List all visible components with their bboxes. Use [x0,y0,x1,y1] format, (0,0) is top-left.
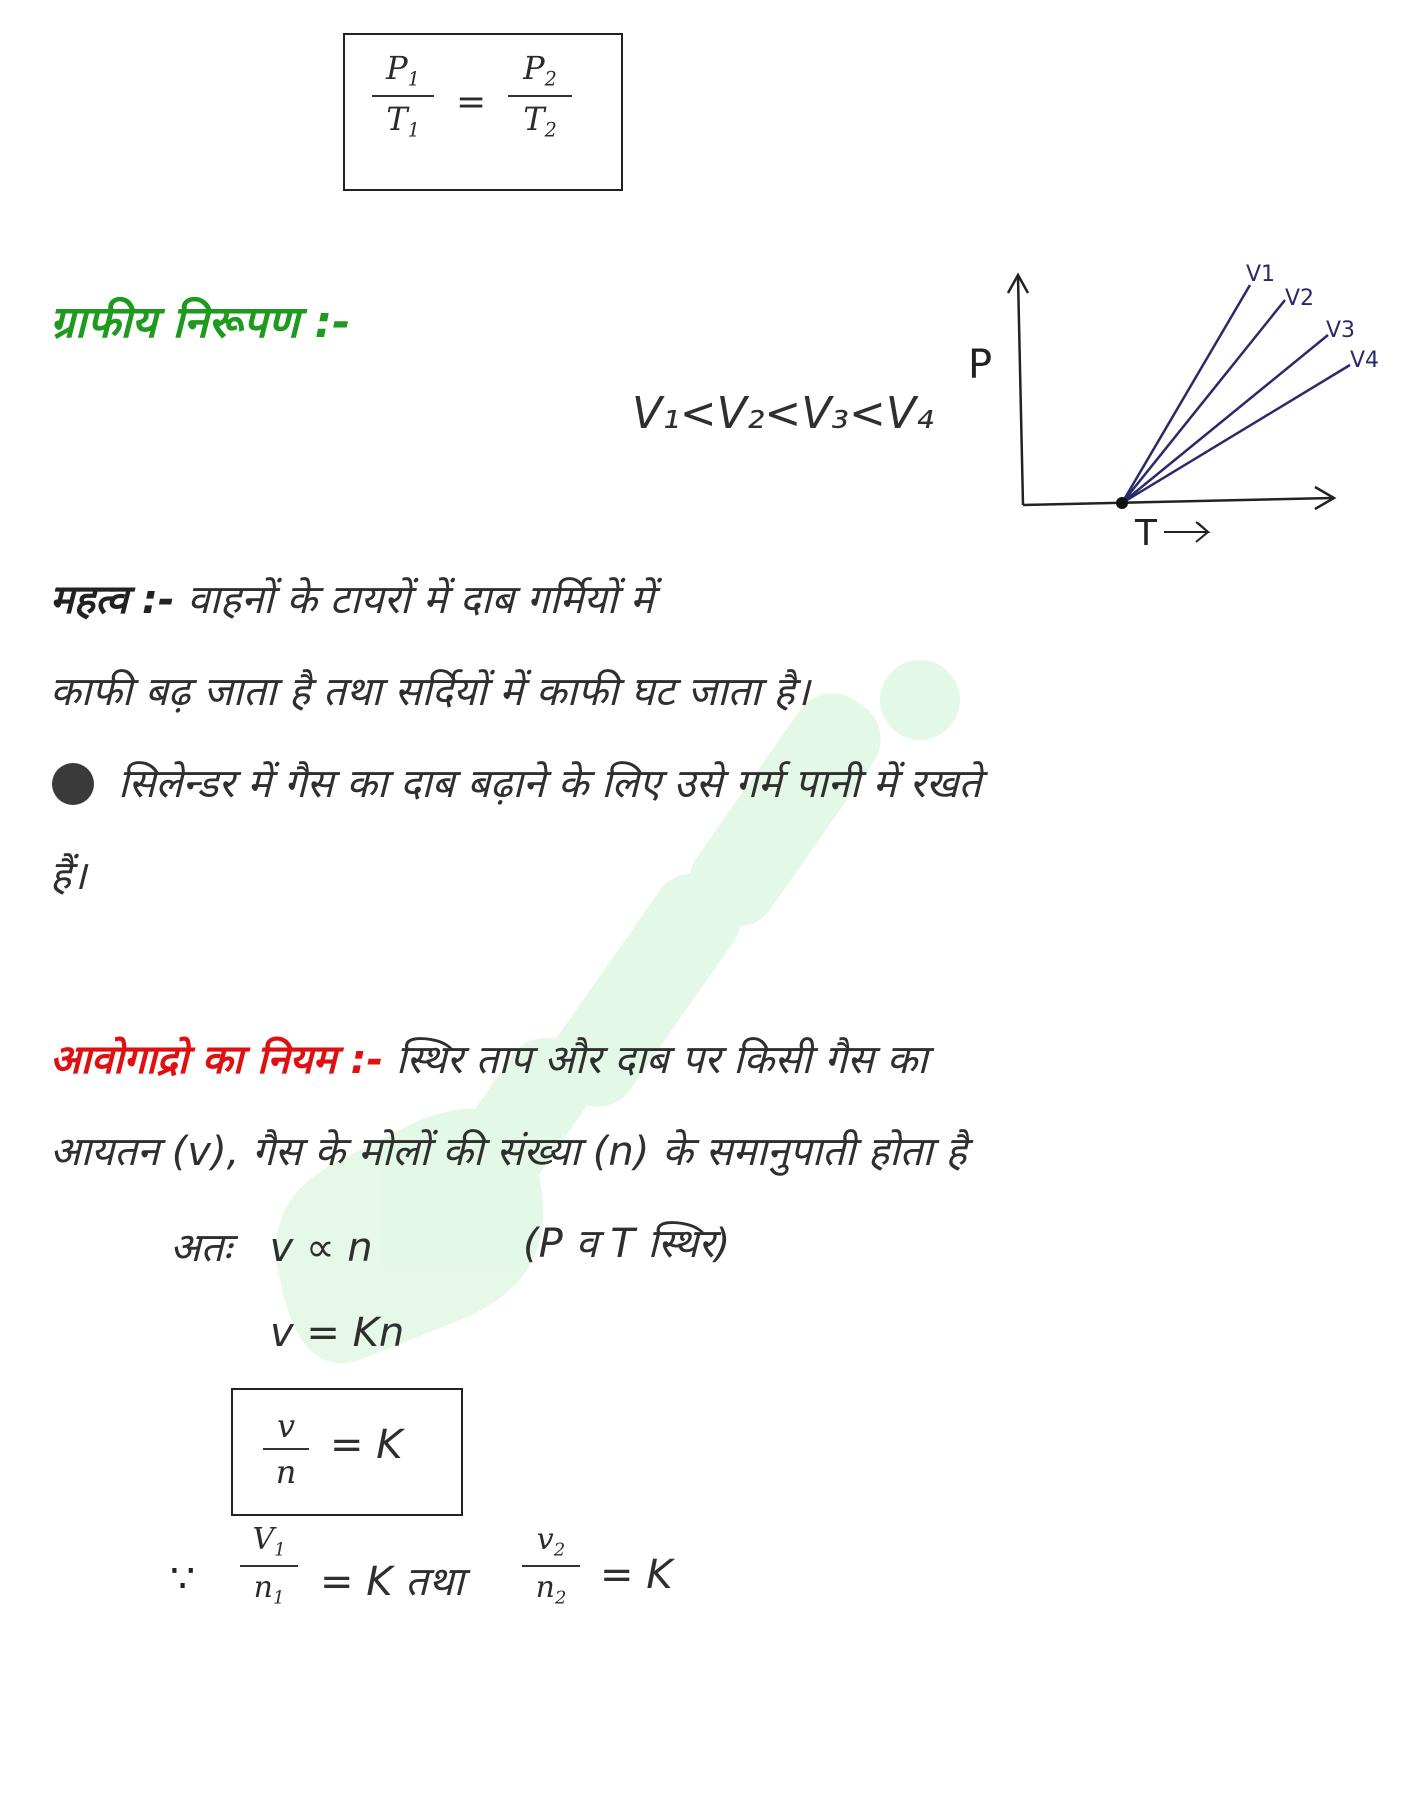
isochore-v2 [1122,300,1285,503]
frac1-denominator: n [253,1570,273,1606]
avogadro-text-1: स्थिर ताप और दाब पर किसी गैस का [395,1037,928,1083]
y-axis [1018,277,1023,505]
charles-lhs-fraction [372,49,434,142]
frac1-denominator-sub: 1 [272,1587,285,1609]
boxed-numerator: v [276,1407,296,1445]
x-axis [1023,498,1332,505]
avogadro-heading: आवोगाद्रो का नियम :- [50,1037,384,1083]
importance-line-2: काफी बढ़ जाता है तथा सर्दियों में काफी घट जाता है। [50,669,810,715]
rhs-numerator-sub: 2 [544,67,557,91]
line-label-v1: V1 [1246,262,1276,287]
importance-text-1: वाहनों के टायरों में दाब गर्मियों में [187,577,654,623]
y-axis-label: P [968,342,993,388]
pressure-temperature-graph [950,255,1400,555]
charles-equals: = [456,82,487,123]
lhs-numerator-sub: 1 [407,67,420,91]
since-fraction-2 [522,1522,580,1609]
avogadro-line-1 [50,1030,928,1085]
x-axis-label: T [1135,513,1157,554]
line-label-v2: V2 [1285,286,1315,311]
avogadro-line-2: आयतन (v), गैस के मोलों की संख्या (n) के समानुपाती होता है [50,1129,967,1175]
frac1-numerator: V [252,1522,275,1557]
lhs-numerator: P [386,49,408,87]
boxed-fraction [263,1407,309,1491]
since-fraction-1 [240,1522,298,1609]
line-label-v3: V3 [1326,318,1356,343]
avogadro-condition: (P व T स्थिर) [523,1221,731,1267]
origin-point [1116,497,1128,509]
importance-line-1 [50,570,654,625]
lhs-denominator: T [386,99,408,138]
avogadro-equation-1 [170,1218,373,1273]
therefore-word: अतः [170,1225,232,1271]
isochore-v4 [1122,365,1350,503]
frac2-numerator-sub: 2 [553,1539,566,1561]
bullet-dot [52,763,94,805]
frac2-denominator-sub: 2 [554,1587,567,1609]
boxed-rhs: = K [330,1422,403,1468]
since-symbol: ∵ [170,1556,196,1602]
frac2-denominator: n [535,1570,555,1606]
boxed-denominator: n [275,1453,297,1491]
isochore-v3 [1122,335,1328,503]
bullet-line-1: सिलेन्डर में गैस का दाब बढ़ाने के लिए उसे गर्म पानी में रखते [118,761,982,807]
charles-rhs-fraction [508,49,572,142]
frac1-numerator-sub: 1 [274,1539,286,1561]
frac2-numerator: v [536,1522,554,1557]
since-rhs-2: = K [600,1552,673,1598]
rhs-numerator: P [523,49,545,87]
volume-relation: V₁<V₂<V₃<V₄ [632,388,934,439]
avogadro-equation-2: v = Kn [270,1310,405,1356]
since-rhs-1: = K तथा [320,1559,464,1605]
line-label-v4: V4 [1350,348,1380,373]
lhs-denominator-sub: 1 [407,118,420,142]
proportionality: v ∝ n [269,1225,373,1271]
graph-section-heading: ग्राफीय निरूपण :- [50,297,351,348]
importance-heading: महत्व :- [50,577,175,623]
rhs-denominator-sub: 2 [544,118,557,142]
isochore-v1 [1122,285,1250,503]
rhs-denominator: T [523,99,545,138]
bullet-line-2: हैं। [50,853,87,899]
